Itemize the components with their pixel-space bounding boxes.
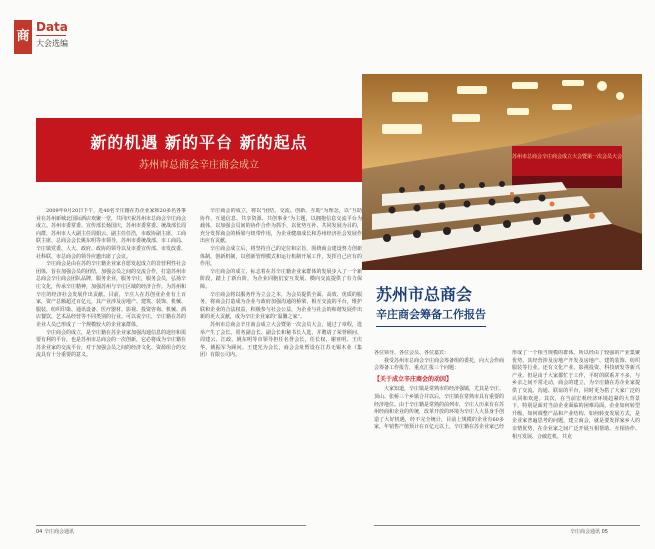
paragraph: 形成了一个相当规模的群体。所以经由了较强的产业集聚优势。其经营涉及房地产开发及房地产、建筑装饰、纺织服装等行业。还有文化产业、影视投资、科技研发等新兴产业。但是由于大家都忙于工作，平时的联系并不多，与乡亲之间不常走动，商会的建立，为辛庄籍在苏企业家提供了交流、沟通、联谊的平台，同时更为搭了大家广泛的认同和欢迎。其次，在当前宏观经济环境趋紧的大背景下，特别是面对当前企业面临的困难局面，企业如何转型升级、如何调整产品和产业结构、如何转变发展方式，是企业家普遍思考的问题，建立商会，就是要发挥家乡人的亲情优势，在企业家之间广泛开展互相帮助、互相协作、相互发展、合破危机，共克 xyxy=(512,350,640,440)
section-header xyxy=(14,18,74,56)
paragraph: 我受苏州市总商会辛庄商会筹备组的委托，向大会作商会筹备工作报告，重点汇报三个问题： xyxy=(374,357,504,372)
paragraph: 2009年9月20日下午，近40名辛庄籍在苏企业家和20多名各事业在苏州新城北国际酒店欢聚一堂，共同庆祝苏州市总商会辛庄商会成立。苏州市委常委、宣传部长杨国庆，苏州市委常委、统战部长周向群，苏州市人大副主任周娟云、副主任任浩，市政协副主席、工商联主席、总商会会长姚东明等市领导，苏州市委统战部、市工商局、辛庄镇党委、人大、政府、政协的领导以及市委宣传部、市发改委、社科联、市总商会的领导应邀出席了会议。 xyxy=(36,208,186,260)
salutation: 各位领导、各位会员、各位嘉宾： xyxy=(374,350,450,356)
report-column-2 xyxy=(512,350,640,524)
section-heading: 【关于成立辛庄商会的动因】 xyxy=(374,375,453,383)
paragraph: 辛庄商会的成立，将以“团结、交流、创新、互助”为理念，以“互助协作、互通信息、共享资源、共创事业”为主题，以拥抱信息交流平台为载体，以加强会员间的协作合作为抓手，以优势互补、共同发展为目的，充分发挥商会的桥梁与纽带作用，为企业健康成长和苏州经济社会发展作出应有贡献。 xyxy=(200,208,362,245)
footer-right: 辛庄商会通讯 05 xyxy=(570,529,608,535)
photo-banner-text: 苏州市总商会辛庄商会成立大会暨第一次会员大会 xyxy=(511,154,623,160)
meeting-hall-illustration xyxy=(362,74,642,270)
paragraph: 辛庄商会将以服务作为立会之本，为会员提供全面、高效、优质的服务，将商会打造成为企业与政府加强沟通的桥梁、相互交流的平台，维护联和企业的合法权益，积极参与社会公益，为企业与社会的和谐发展作出新的更大贡献，成为辛庄企业家的“温馨之家”。 xyxy=(200,291,362,321)
section-label-en: Data xyxy=(36,20,68,34)
paragraph: 辛庄商会成立后，将坚持自己的定位和宗旨，围绕商会建设努力创新体制、创新机制，以创新管理模式和运行机制开展工作，发挥自己应有的作用。 xyxy=(200,245,362,268)
article-column-1 xyxy=(36,208,186,524)
footer-left: 04 辛庄商会通讯 xyxy=(36,529,74,535)
paragraph: 大家知道，辛庄镇是常熟市的经济强镇，尤其是辛庄、顶山、张桥三个乡镇合并以后，辛庄镇在常熟市具有重要的经济地位。由于辛庄籍是常熟的前列市，辛庄人历来有在苏州经商和企业的传统，改革开放的环境为辛庄人大显身手创造了大好机遇，经不完全统计，目前上规模的企业有60多家，年销售产值预计在百亿元以上，辛庄籍在苏企业家已经 xyxy=(374,386,504,431)
paragraph: 辛庄商会是由在苏的辛庄籍企业家自愿发起成立的非营利性社会团体，旨在加强会员的团结，加强会员之间的交流合作，打造苏州市总商会辛庄商会团队品牌，服务企业，服务辛庄，服务会员，弘扬辛庄文化，传承辛庄精神，加强苏州与辛庄区域的经济合作。为苏州和辛庄的经济社会发展作出贡献。目前，辛庄人在苏创业企业有上百家，资产总额超过百亿元，其产业涉及房地产、建筑、装饰、机械、服装、纺织印染、通讯设备、医疗器材、影视、投资咨询、机械、酒店餐饮、艺术品经营等不同类别的行业。可以说辛庄，辛庄籍在苏的企业人员已形成了一个规模较大的企业家群体。 xyxy=(36,261,186,328)
article-column-2 xyxy=(200,208,362,524)
footer-rule-left xyxy=(36,525,306,526)
report-title: 苏州市总商会 xyxy=(376,285,473,304)
footer-rule-right xyxy=(374,525,640,526)
paragraph: 苏州市总商会辛庄商会成立大会暨第一次会员大会，通过了章程，选举产生了会长、常务副会长、副会长和秘书长人选，并聘请了荣誉顾问、周建云、江政、姚东明等市领导担任名誉会长，任长权、谢亚明、王庆华、姚振军为顾问。王建光为会长，商会会址暂设在江苏无锡木业（集团）有限公司内。 xyxy=(200,321,362,359)
section-divider xyxy=(36,35,66,36)
section-glyph: 商 xyxy=(14,20,32,54)
headline-title: 新的机遇 新的平台 新的起点 xyxy=(90,133,308,152)
meeting-photo xyxy=(362,74,642,270)
report-column-1 xyxy=(374,350,504,524)
headline-subtitle: 苏州市总商会辛庄商会成立 xyxy=(139,160,259,171)
paragraph: 辛庄商会的成立，是辛庄籍在苏企业家加强沟通信息的途径和需要有利的平台，也是苏州市总商会的一次创新，它必将成为辛庄籍在苏企业家的交流平台，对于加强会员之间的经济文化、资源组合的交流具有十分重要的意义。 xyxy=(36,329,186,359)
paragraph: 辛庄商会的成立，标志着在苏辛庄籍企业家群体的发展步入了一个新阶段，踏上了新台阶，为企业同胞们安互发展、横向交流提供了有力保障。 xyxy=(200,268,362,290)
report-subtitle: 辛庄商会筹备工作报告 xyxy=(376,308,486,321)
section-label-cn: 大会选编 xyxy=(36,39,68,48)
headline-banner xyxy=(36,118,362,182)
subtitle-rule xyxy=(376,326,486,327)
